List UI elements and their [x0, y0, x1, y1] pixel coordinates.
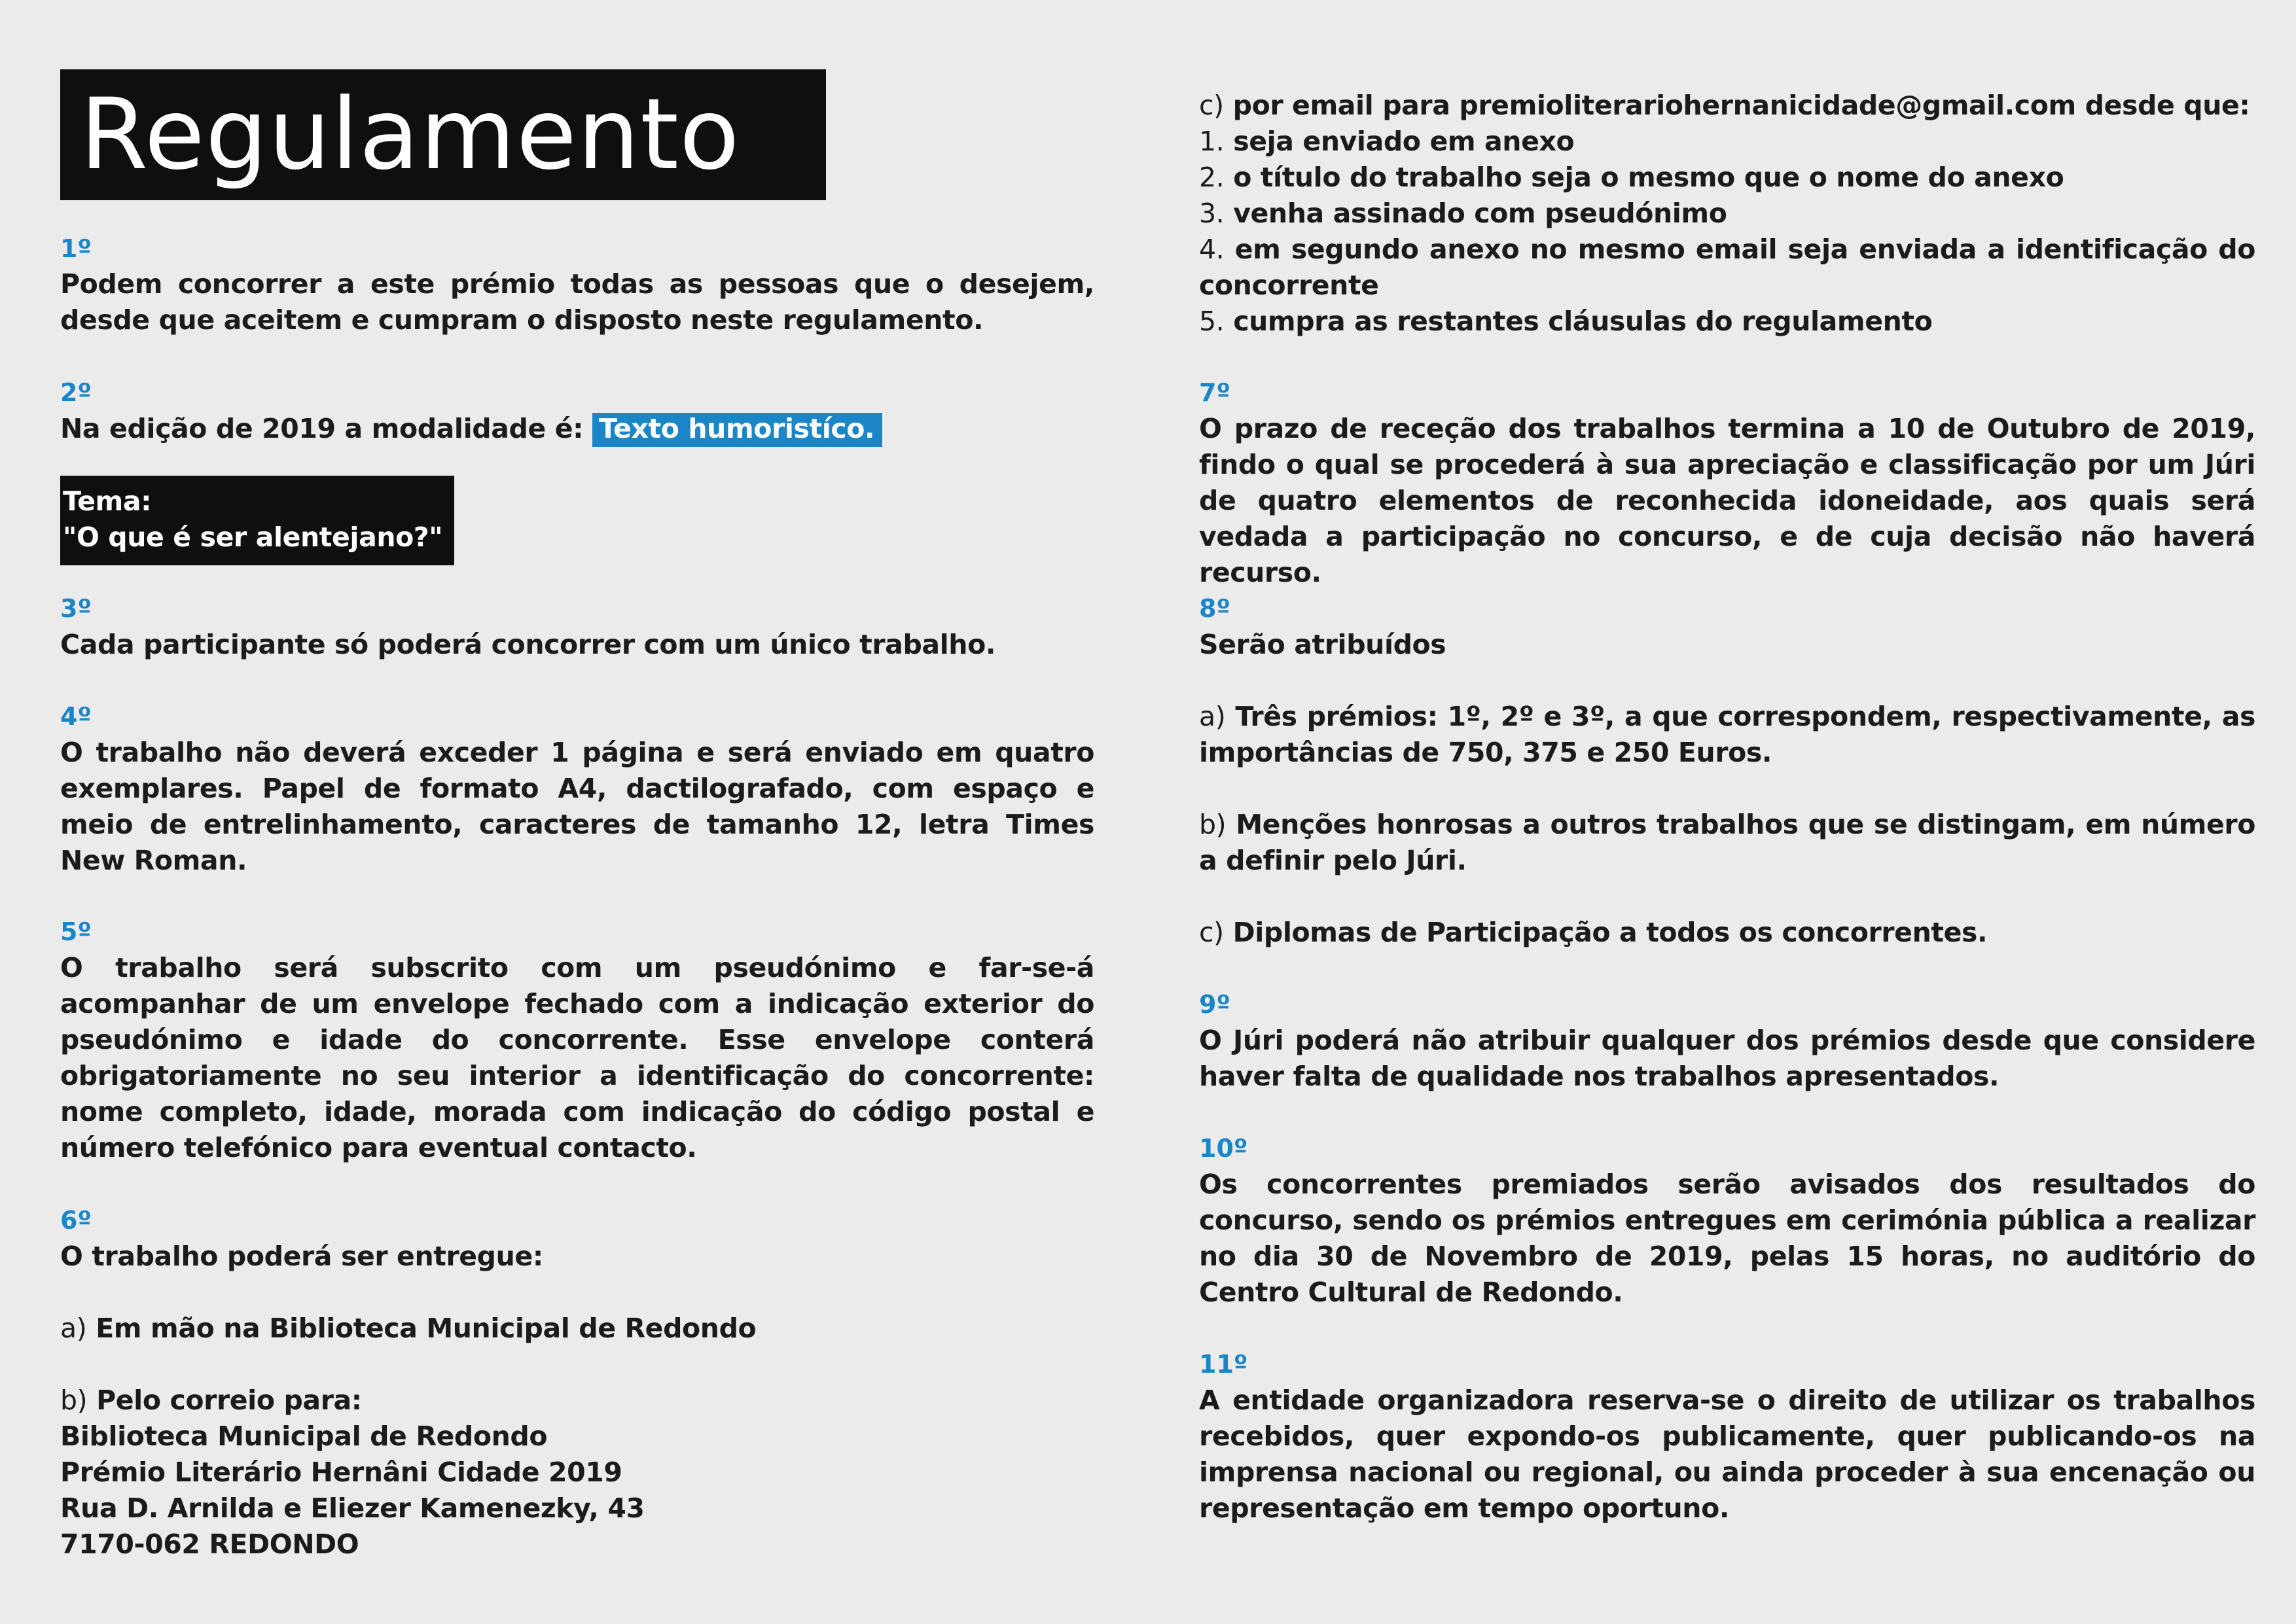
tema-question: "O que é ser alentejano?" [63, 521, 443, 553]
list-marker: 3. [1199, 198, 1225, 229]
section-5-number: 5º [60, 917, 92, 946]
email-condition-2 [1199, 160, 2064, 196]
section-6-number: 6º [60, 1206, 92, 1235]
section-11-text: A entidade organizadora reserva-se o direito de utilizar os trabalhos recebidos, quer expondo-os publicamente, quer publicando-os na imprensa nacional ou regional, ou ainda proceder à sua encenação ou representação em tempo oportuno. [1199, 1385, 2255, 1524]
modalidade-highlight: Texto humoristíco. [592, 413, 882, 447]
email-condition-1 [1199, 124, 1574, 160]
address-line-2: Prémio Literário Hernâni Cidade 2019 [60, 1456, 622, 1488]
option-a-text: Em mão na Biblioteca Municipal de Redondo [96, 1313, 757, 1344]
email-condition-5 [1199, 304, 1932, 340]
option-b-text: Pelo correio para: [96, 1385, 362, 1416]
modalidade-label: Na edição de 2019 a modalidade é: [60, 413, 584, 444]
section-6-option-c [1199, 88, 2250, 124]
option-c-text: por email para premioliterariohernanicidade@gmail.com desde que: [1232, 90, 2250, 121]
prize-option-b [1199, 807, 2255, 879]
section-8-text: Serão atribuídos [1199, 629, 1446, 660]
prize-c-marker: c) [1199, 917, 1224, 948]
page-title: Regulamento [80, 78, 740, 192]
address-line-1: Biblioteca Municipal de Redondo [60, 1421, 548, 1452]
prize-b-text: Menções honrosas a outros trabalhos que se distingam, em número a definir pelo Júri. [1199, 809, 2256, 876]
section-4-number: 4º [60, 702, 92, 731]
prize-a-text: Três prémios: 1º, 2º e 3º, a que correspondem, respectivamente, as importâncias de 750, 375 e 250 Euros. [1199, 701, 2255, 768]
email-condition-3 [1199, 196, 1727, 232]
tema-box [60, 476, 454, 565]
prize-c-text: Diplomas de Participação a todos os concorrentes. [1232, 917, 1988, 948]
prize-option-a [1199, 699, 2255, 771]
section-2-text [60, 411, 882, 447]
section-7-text: O prazo de receção dos trabalhos termina a 10 de Outubro de 2019, findo o qual se procederá à sua apreciação e classificação por um Júri de quatro elementos de reconhecida idoneidade, aos quais será vedada a participação no concurso, e de cuja decisão não haverá recurso. [1199, 413, 2255, 588]
section-10-number: 10º [1199, 1134, 1248, 1163]
email-condition-4 [1199, 232, 2255, 268]
prize-b-marker: b) [1199, 809, 1227, 840]
section-9-text: O Júri poderá não atribuir qualquer dos prémios desde que considere haver falta de qualidade nos trabalhos apresentados. [1199, 1025, 2255, 1092]
section-3-text: Cada participante só poderá concorrer com um único trabalho. [60, 629, 996, 660]
section-11-number: 11º [1199, 1350, 1248, 1379]
list-item-text: seja enviado em anexo [1233, 126, 1575, 157]
option-c-marker: c) [1199, 90, 1224, 121]
section-5-text: O trabalho será subscrito com um pseudónimo e far-se-á acompanhar de um envelope fechado com a indicação exterior do pseudónimo e idade do concorrente. Esse envelope conterá obrigatoriamente no seu interior a identificação do concorrente: nome completo, idade, morada com indicação do código postal e número telefónico para eventual contacto. [60, 952, 1094, 1163]
list-item-text: venha assinado com pseudónimo [1233, 198, 1727, 229]
list-marker: 4. [1199, 234, 1225, 265]
list-item-text: cumpra as restantes cláusulas do regulamento [1233, 306, 1933, 337]
list-marker: 5. [1199, 306, 1225, 337]
section-4-text: O trabalho não deverá exceder 1 página e será enviado em quatro exemplares. Papel de formato A4, dactilografado, com espaço e meio de entrelinhamento, caracteres de tamanho 12, letra Times New Roman. [60, 737, 1094, 876]
section-3-number: 3º [60, 594, 92, 623]
title-banner [60, 69, 826, 200]
section-6-option-a [60, 1311, 756, 1347]
address-line-4: 7170-062 REDONDO [60, 1528, 359, 1560]
section-9-number: 9º [1199, 990, 1230, 1019]
list-marker: 1. [1199, 126, 1225, 157]
option-a-marker: a) [60, 1313, 87, 1344]
section-1-number: 1º [60, 234, 92, 263]
section-1-text: Podem concorrer a este prémio todas as pessoas que o desejem, desde que aceitem e cumpram o disposto neste regulamento. [60, 268, 1094, 336]
section-8-number: 8º [1199, 594, 1230, 623]
section-2-number: 2º [60, 378, 92, 407]
prize-option-c [1199, 915, 1987, 951]
section-6-option-b [60, 1383, 362, 1419]
section-10-text: Os concorrentes premiados serão avisados dos resultados do concurso, sendo os prémios entregues em cerimónia pública a realizar no dia 30 de Novembro de 2019, pelas 15 horas, no auditório do Centro Cultural de Redondo. [1199, 1169, 2255, 1308]
email-condition-4-cont: concorrente [1199, 270, 1379, 301]
section-6-text: O trabalho poderá ser entregue: [60, 1241, 543, 1272]
option-b-marker: b) [60, 1385, 88, 1416]
prize-a-marker: a) [1199, 701, 1226, 732]
list-item-text: o título do trabalho seja o mesmo que o nome do anexo [1233, 162, 2064, 193]
tema-label: Tema: [63, 485, 152, 517]
list-marker: 2. [1199, 162, 1225, 193]
list-item-text: em segundo anexo no mesmo email seja enviada a identificação do [1234, 234, 2256, 265]
address-line-3: Rua D. Arnilda e Eliezer Kamenezky, 43 [60, 1492, 645, 1524]
section-7-number: 7º [1199, 378, 1230, 407]
